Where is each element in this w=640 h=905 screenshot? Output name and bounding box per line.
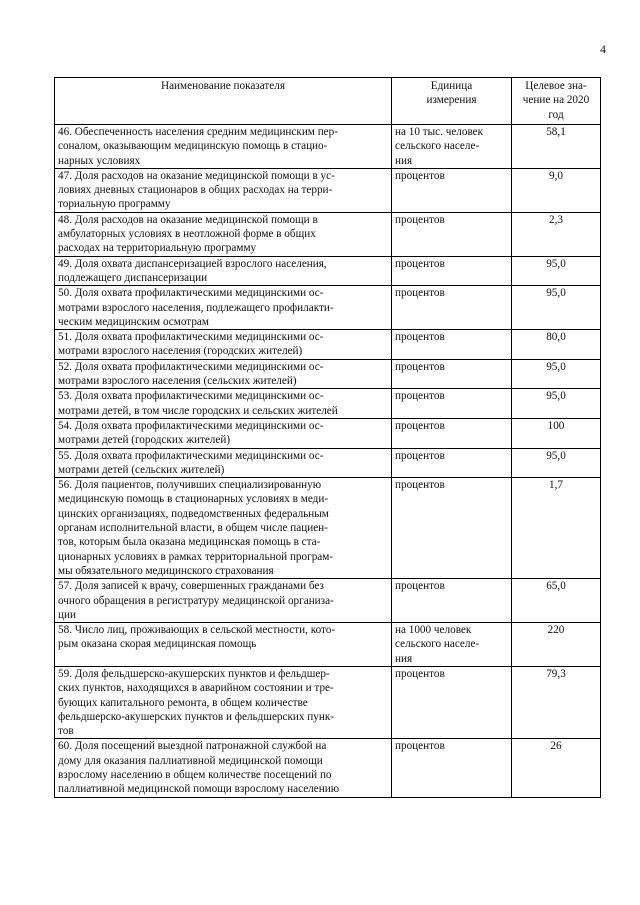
- cell-target-value: 100: [512, 418, 601, 448]
- table-row: [55, 739, 601, 797]
- header-unit: Единица измерения: [392, 78, 512, 125]
- cell-indicator-name: 58. Число лиц, проживающих в сельской местности, кото- рым оказана скорая медицинская помощь: [55, 623, 392, 667]
- cell-indicator-name: 52. Доля охвата профилактическими медицинскими ос- мотрами взрослого населения (сельских жителей): [55, 359, 392, 389]
- cell-indicator-name: 46. Обеспеченность населения средним медицинским пер- соналом, оказывающим медицинскую помощь в стацио- нарных условиях: [55, 125, 392, 169]
- table-row: [55, 286, 601, 330]
- cell-target-value: 2,3: [512, 212, 601, 256]
- cell-unit: процентов: [392, 448, 512, 478]
- cell-indicator-name: 55. Доля охвата профилактическими медицинскими ос- мотрами детей (сельских жителей): [55, 448, 392, 478]
- table-row: [55, 212, 601, 256]
- cell-unit: на 1000 человек сельского населе- ния: [392, 623, 512, 667]
- indicators-table: [54, 77, 601, 799]
- cell-indicator-name: 48. Доля расходов на оказание медицинской помощи в амбулаторных условиях в неотложной форме в общих расходах на территориальную программу: [55, 212, 392, 256]
- cell-unit: процентов: [392, 739, 512, 797]
- cell-target-value: 95,0: [512, 286, 601, 330]
- cell-indicator-name: 54. Доля охвата профилактическими медицинскими ос- мотрами детей (городских жителей): [55, 418, 392, 448]
- table-row: [55, 666, 601, 738]
- header-indicator-name: Наименование показателя: [55, 78, 392, 125]
- cell-target-value: 95,0: [512, 448, 601, 478]
- cell-unit: процентов: [392, 256, 512, 286]
- cell-indicator-name: 57. Доля записей к врачу, совершенных гражданами без очного обращения в регистратуру медицинской организа- ции: [55, 579, 392, 623]
- cell-indicator-name: 50. Доля охвата профилактическими медицинскими ос- мотрами взрослого населения, подлежащего профилакти- ческим медицинским осмотрам: [55, 286, 392, 330]
- table-row: [55, 125, 601, 169]
- cell-indicator-name: 56. Доля пациентов, получивших специализированную медицинскую помощь в стационарных условиях в меди- цинских организациях, подведомственных федеральным органам исполнительной власти, в общем числе пациен- тов, которым была оказана медицинская помощь в ста- ционарных условиях в рамках территориальной програм- мы обязательного медицинского страхования: [55, 478, 392, 579]
- table-row: [55, 448, 601, 478]
- cell-unit: процентов: [392, 286, 512, 330]
- table-row: [55, 418, 601, 448]
- cell-target-value: 80,0: [512, 330, 601, 360]
- cell-target-value: 26: [512, 739, 601, 797]
- cell-indicator-name: 53. Доля охвата профилактическими медицинскими ос- мотрами детей, в том числе городских и сельских жителей: [55, 389, 392, 419]
- cell-unit: процентов: [392, 579, 512, 623]
- table-row: [55, 330, 601, 360]
- cell-target-value: 95,0: [512, 359, 601, 389]
- cell-target-value: 220: [512, 623, 601, 667]
- table-body: [55, 125, 601, 798]
- table-header-row: [55, 78, 601, 125]
- table-row: [55, 478, 601, 579]
- cell-unit: процентов: [392, 168, 512, 212]
- cell-target-value: 58,1: [512, 125, 601, 169]
- cell-indicator-name: 59. Доля фельдшерско-акушерских пунктов и фельдшер- ских пунктов, находящихся в аварийном состоянии и тре- бующих капитального ремонта, в общем количестве фельдшерско-акушерских пунктов и фельдшерских пунк- тов: [55, 666, 392, 738]
- cell-unit: процентов: [392, 359, 512, 389]
- cell-unit: на 10 тыс. человек сельского населе- ния: [392, 125, 512, 169]
- table-row: [55, 389, 601, 419]
- cell-unit: процентов: [392, 478, 512, 579]
- cell-indicator-name: 47. Доля расходов на оказание медицинской помощи в ус- ловиях дневных стационаров в общих расходах на терри- ториальную программу: [55, 168, 392, 212]
- table-row: [55, 256, 601, 286]
- cell-unit: процентов: [392, 666, 512, 738]
- table-row: [55, 359, 601, 389]
- cell-unit: процентов: [392, 330, 512, 360]
- cell-target-value: 1,7: [512, 478, 601, 579]
- cell-target-value: 65,0: [512, 579, 601, 623]
- table-row: [55, 579, 601, 623]
- page-number: 4: [600, 42, 606, 56]
- table-row: [55, 623, 601, 667]
- cell-indicator-name: 60. Доля посещений выездной патронажной службой на дому для оказания паллиативной медицинской помощи взрослому населению в общем количестве посещений по паллиативной медицинской помощи взрослому населению: [55, 739, 392, 797]
- cell-unit: процентов: [392, 389, 512, 419]
- cell-indicator-name: 49. Доля охвата диспансеризацией взрослого населения, подлежащего диспансеризации: [55, 256, 392, 286]
- cell-unit: процентов: [392, 212, 512, 256]
- header-target-value: Целевое зна- чение на 2020 год: [512, 78, 601, 125]
- cell-target-value: 95,0: [512, 389, 601, 419]
- table-row: [55, 168, 601, 212]
- cell-target-value: 95,0: [512, 256, 601, 286]
- cell-indicator-name: 51. Доля охвата профилактическими медицинскими ос- мотрами взрослого населения (городских жителей): [55, 330, 392, 360]
- cell-target-value: 79,3: [512, 666, 601, 738]
- cell-target-value: 9,0: [512, 168, 601, 212]
- cell-unit: процентов: [392, 418, 512, 448]
